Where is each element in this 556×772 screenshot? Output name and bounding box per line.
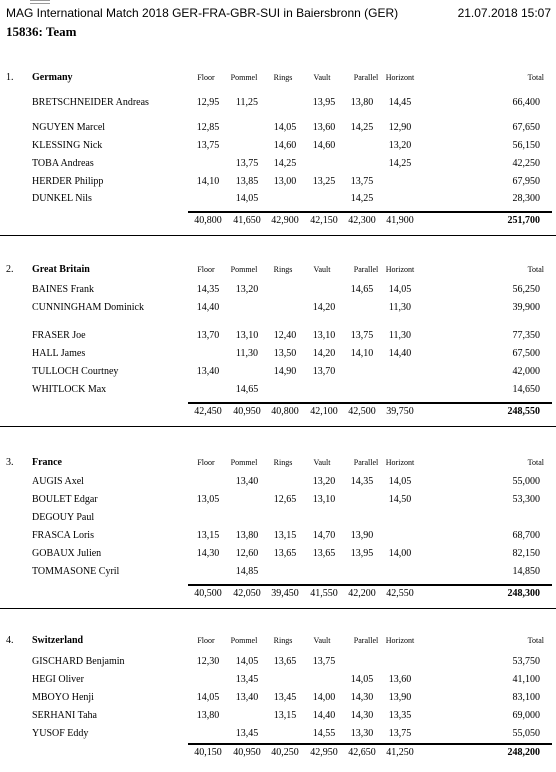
score-floor: 13,70	[196, 330, 220, 341]
column-header-total: Total	[527, 265, 544, 274]
apparatus-total-pommel: 41,650	[233, 215, 261, 226]
athlete-name: HEGI Oliver	[32, 674, 84, 685]
athlete-name: GOBAUX Julien	[32, 548, 102, 559]
score-rings: 12,65	[273, 494, 297, 505]
team-grand-total: 248,300	[507, 588, 540, 599]
score-pommel: 13,40	[235, 476, 259, 487]
athlete-name: GISCHARD Benjamin	[32, 656, 125, 667]
score-pommel: 13,75	[235, 158, 259, 169]
score-rings: 13,00	[273, 176, 297, 187]
athlete-total: 67,950	[512, 176, 540, 187]
athlete-total: 55,000	[512, 476, 540, 487]
athlete-total: 53,300	[512, 494, 540, 505]
column-header-floor: Floor	[197, 265, 215, 274]
score-parallel: 14,30	[350, 692, 374, 703]
score-floor: 13,40	[196, 366, 220, 377]
score-parallel: 14,10	[350, 348, 374, 359]
athlete-total: 68,700	[512, 530, 540, 541]
apparatus-total-floor: 40,800	[194, 215, 222, 226]
athlete-name: SERHANI Taha	[32, 710, 97, 721]
score-vault: 13,10	[312, 494, 336, 505]
athlete-name: FRASCA Loris	[32, 530, 94, 541]
athlete-total: 77,350	[512, 330, 540, 341]
score-rings: 13,45	[273, 692, 297, 703]
score-rings: 12,40	[273, 330, 297, 341]
column-header-pommel: Pommel	[230, 458, 258, 467]
athlete-name: FRASER Joe	[32, 330, 86, 341]
score-horizont: 14,45	[388, 97, 412, 108]
team-grand-total: 251,700	[507, 215, 540, 226]
athlete-total: 56,250	[512, 284, 540, 295]
score-horizont: 14,40	[388, 348, 412, 359]
column-header-vault: Vault	[313, 265, 331, 274]
score-rings: 14,05	[273, 122, 297, 133]
column-header-rings: Rings	[273, 636, 293, 645]
team-rank: 2.	[6, 264, 14, 275]
score-pommel: 13,20	[235, 284, 259, 295]
score-parallel: 13,75	[350, 330, 374, 341]
score-vault: 14,70	[312, 530, 336, 541]
column-header-total: Total	[527, 73, 544, 82]
apparatus-total-vault: 42,100	[310, 406, 338, 417]
column-header-horizont: Horizont	[385, 636, 415, 645]
score-horizont: 11,30	[388, 330, 412, 341]
team-name: France	[32, 457, 62, 468]
score-vault: 14,00	[312, 692, 336, 703]
score-floor: 14,35	[196, 284, 220, 295]
athlete-total: 55,050	[512, 728, 540, 739]
score-pommel: 13,45	[235, 674, 259, 685]
column-header-vault: Vault	[313, 458, 331, 467]
score-horizont: 13,75	[388, 728, 412, 739]
apparatus-total-pommel: 40,950	[233, 747, 261, 758]
score-horizont: 13,60	[388, 674, 412, 685]
score-vault: 13,95	[312, 97, 336, 108]
column-header-parallel: Parallel	[353, 265, 379, 274]
apparatus-total-horizont: 41,900	[386, 215, 414, 226]
score-rings: 13,65	[273, 548, 297, 559]
team-divider	[0, 235, 556, 236]
score-parallel: 13,75	[350, 176, 374, 187]
athlete-total: 41,100	[512, 674, 540, 685]
score-pommel: 13,45	[235, 728, 259, 739]
athlete-name: MBOYO Henji	[32, 692, 94, 703]
score-parallel: 14,30	[350, 710, 374, 721]
athlete-name: DEGOUY Paul	[32, 512, 95, 523]
score-floor: 14,30	[196, 548, 220, 559]
score-floor: 14,05	[196, 692, 220, 703]
column-header-parallel: Parallel	[353, 458, 379, 467]
team-name: Great Britain	[32, 264, 90, 275]
score-horizont: 13,90	[388, 692, 412, 703]
score-vault: 14,55	[312, 728, 336, 739]
totals-separator	[188, 211, 552, 213]
score-pommel: 14,65	[235, 384, 259, 395]
score-vault: 14,40	[312, 710, 336, 721]
column-header-pommel: Pommel	[230, 73, 258, 82]
athlete-name: BRETSCHNEIDER Andreas	[32, 97, 149, 108]
score-vault: 13,60	[312, 122, 336, 133]
score-parallel: 14,65	[350, 284, 374, 295]
athlete-name: BAINES Frank	[32, 284, 94, 295]
score-floor: 12,95	[196, 97, 220, 108]
totals-separator	[188, 402, 552, 404]
apparatus-total-horizont: 39,750	[386, 406, 414, 417]
score-vault: 13,10	[312, 330, 336, 341]
score-vault: 13,20	[312, 476, 336, 487]
athlete-name: YUSOF Eddy	[32, 728, 89, 739]
report-timestamp: 21.07.2018 15:07	[457, 6, 551, 20]
score-rings: 14,25	[273, 158, 297, 169]
team-divider	[0, 426, 556, 427]
column-header-pommel: Pommel	[230, 636, 258, 645]
event-subtitle: 15836: Team	[6, 24, 77, 39]
score-pommel: 14,05	[235, 656, 259, 667]
score-horizont: 11,30	[388, 302, 412, 313]
column-header-rings: Rings	[273, 73, 293, 82]
totals-separator	[188, 584, 552, 586]
score-vault: 13,25	[312, 176, 336, 187]
apparatus-total-vault: 42,150	[310, 215, 338, 226]
apparatus-total-rings: 40,800	[271, 406, 299, 417]
apparatus-total-rings: 42,900	[271, 215, 299, 226]
apparatus-total-vault: 42,950	[310, 747, 338, 758]
score-floor: 14,10	[196, 176, 220, 187]
team-grand-total: 248,550	[507, 406, 540, 417]
athlete-name: TULLOCH Courtney	[32, 366, 119, 377]
team-rank: 1.	[6, 72, 14, 83]
score-pommel: 11,30	[235, 348, 259, 359]
athlete-name: AUGIS Axel	[32, 476, 84, 487]
score-floor: 13,80	[196, 710, 220, 721]
athlete-name: BOULET Edgar	[32, 494, 98, 505]
apparatus-total-horizont: 42,550	[386, 588, 414, 599]
apparatus-total-horizont: 41,250	[386, 747, 414, 758]
column-header-rings: Rings	[273, 265, 293, 274]
column-header-horizont: Horizont	[385, 265, 415, 274]
athlete-total: 39,900	[512, 302, 540, 313]
apparatus-total-parallel: 42,200	[348, 588, 376, 599]
apparatus-total-parallel: 42,500	[348, 406, 376, 417]
column-header-rings: Rings	[273, 458, 293, 467]
score-rings: 13,15	[273, 530, 297, 541]
athlete-name: KLESSING Nick	[32, 140, 103, 151]
team-rank: 4.	[6, 635, 14, 646]
team-rank: 3.	[6, 457, 14, 468]
totals-separator	[188, 743, 552, 745]
column-header-floor: Floor	[197, 458, 215, 467]
athlete-total: 83,100	[512, 692, 540, 703]
athlete-total: 67,650	[512, 122, 540, 133]
athlete-total: 53,750	[512, 656, 540, 667]
athlete-total: 14,650	[512, 384, 540, 395]
column-header-parallel: Parallel	[353, 73, 379, 82]
score-floor: 13,15	[196, 530, 220, 541]
team-name: Germany	[32, 72, 73, 83]
score-floor: 13,75	[196, 140, 220, 151]
score-pommel: 14,05	[235, 193, 259, 204]
team-divider	[0, 608, 556, 609]
score-horizont: 14,50	[388, 494, 412, 505]
athlete-name: CUNNINGHAM Dominick	[32, 302, 144, 313]
athlete-name: TOBA Andreas	[32, 158, 94, 169]
score-parallel: 14,05	[350, 674, 374, 685]
column-header-total: Total	[527, 458, 544, 467]
score-floor: 12,30	[196, 656, 220, 667]
column-header-vault: Vault	[313, 73, 331, 82]
score-floor: 13,05	[196, 494, 220, 505]
apparatus-total-parallel: 42,650	[348, 747, 376, 758]
score-floor: 12,85	[196, 122, 220, 133]
score-rings: 13,15	[273, 710, 297, 721]
athlete-name: HERDER Philipp	[32, 176, 104, 187]
score-parallel: 14,25	[350, 193, 374, 204]
score-vault: 14,20	[312, 348, 336, 359]
athlete-total: 42,000	[512, 366, 540, 377]
score-parallel: 13,80	[350, 97, 374, 108]
athlete-name: TOMMASONE Cyril	[32, 566, 120, 577]
score-pommel: 14,85	[235, 566, 259, 577]
score-rings: 13,50	[273, 348, 297, 359]
apparatus-total-rings: 40,250	[271, 747, 299, 758]
column-header-parallel: Parallel	[353, 636, 379, 645]
page-header	[0, 0, 556, 42]
athlete-total: 14,850	[512, 566, 540, 577]
score-pommel: 12,60	[235, 548, 259, 559]
score-parallel: 13,30	[350, 728, 374, 739]
score-parallel: 13,95	[350, 548, 374, 559]
athlete-name: WHITLOCK Max	[32, 384, 107, 395]
score-parallel: 14,25	[350, 122, 374, 133]
apparatus-total-vault: 41,550	[310, 588, 338, 599]
score-vault: 13,65	[312, 548, 336, 559]
column-header-horizont: Horizont	[385, 458, 415, 467]
column-header-pommel: Pommel	[230, 265, 258, 274]
score-pommel: 11,25	[235, 97, 259, 108]
score-parallel: 13,90	[350, 530, 374, 541]
athlete-name: DUNKEL Nils	[32, 193, 92, 204]
column-header-floor: Floor	[197, 73, 215, 82]
apparatus-total-floor: 40,500	[194, 588, 222, 599]
score-horizont: 13,20	[388, 140, 412, 151]
competition-title: MAG International Match 2018 GER-FRA-GBR-SUI in Baiersbronn (GER)	[6, 6, 399, 20]
column-header-floor: Floor	[197, 636, 215, 645]
team-grand-total: 248,200	[507, 747, 540, 758]
score-vault: 13,75	[312, 656, 336, 667]
logo-mark	[30, 0, 50, 4]
column-header-total: Total	[527, 636, 544, 645]
column-header-vault: Vault	[313, 636, 331, 645]
athlete-name: NGUYEN Marcel	[32, 122, 106, 133]
athlete-total: 82,150	[512, 548, 540, 559]
apparatus-total-rings: 39,450	[271, 588, 299, 599]
apparatus-total-floor: 40,150	[194, 747, 222, 758]
apparatus-total-floor: 42,450	[194, 406, 222, 417]
apparatus-total-pommel: 42,050	[233, 588, 261, 599]
score-horizont: 14,05	[388, 476, 412, 487]
athlete-total: 69,000	[512, 710, 540, 721]
score-pommel: 13,10	[235, 330, 259, 341]
apparatus-total-pommel: 40,950	[233, 406, 261, 417]
score-parallel: 14,35	[350, 476, 374, 487]
score-horizont: 14,05	[388, 284, 412, 295]
athlete-total: 67,500	[512, 348, 540, 359]
score-vault: 13,70	[312, 366, 336, 377]
score-horizont: 14,00	[388, 548, 412, 559]
score-vault: 14,60	[312, 140, 336, 151]
score-floor: 14,40	[196, 302, 220, 313]
athlete-total: 66,400	[512, 97, 540, 108]
score-pommel: 13,85	[235, 176, 259, 187]
athlete-total: 28,300	[512, 193, 540, 204]
athlete-name: HALL James	[32, 348, 86, 359]
team-name: Switzerland	[32, 635, 84, 646]
column-header-horizont: Horizont	[385, 73, 415, 82]
score-horizont: 14,25	[388, 158, 412, 169]
apparatus-total-parallel: 42,300	[348, 215, 376, 226]
score-rings: 14,60	[273, 140, 297, 151]
score-rings: 14,90	[273, 366, 297, 377]
score-horizont: 12,90	[388, 122, 412, 133]
score-rings: 13,65	[273, 656, 297, 667]
score-vault: 14,20	[312, 302, 336, 313]
score-pommel: 13,80	[235, 530, 259, 541]
score-pommel: 13,40	[235, 692, 259, 703]
athlete-total: 56,150	[512, 140, 540, 151]
score-horizont: 13,35	[388, 710, 412, 721]
athlete-total: 42,250	[512, 158, 540, 169]
